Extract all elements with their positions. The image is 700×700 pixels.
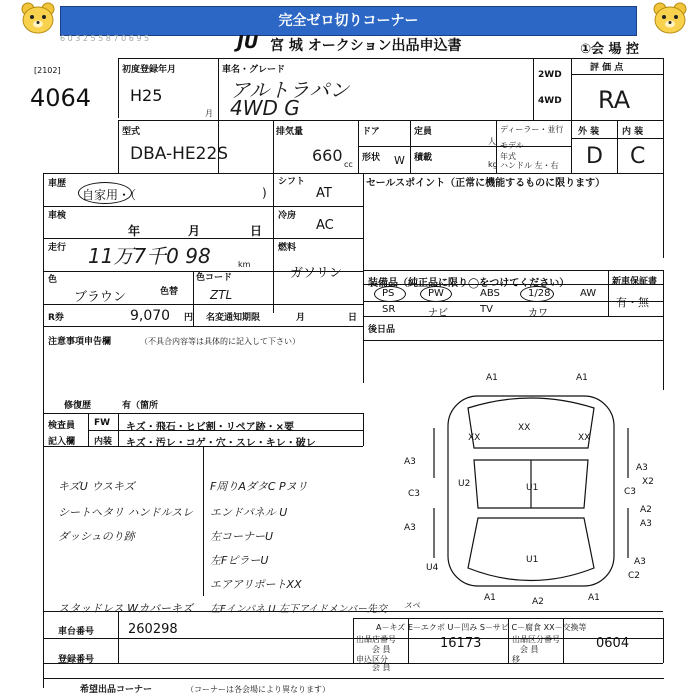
mark-a1-2: A1 (576, 373, 588, 383)
lot-tag: [2102] (34, 66, 61, 75)
faint-header-text: 6 0 3 2 5 5 8 7 0 6 9 5 (60, 34, 150, 43)
receipt-label: 出品区分番号 (512, 635, 560, 644)
banner-title: 完全ゼロ切りコーナー (278, 13, 419, 29)
mark-a2-1: A2 (640, 505, 652, 515)
warranty-label: 新車保証書 (612, 277, 658, 287)
color-code-label: 色コード (196, 273, 233, 283)
mark-u2: U2 (458, 479, 471, 489)
inspector-label: 検査員 (48, 421, 76, 431)
mark-c3-2: C3 (624, 487, 637, 497)
model-code-value: DBA-HE22S (130, 144, 229, 164)
equip-aw: AW (580, 288, 597, 299)
interior-text: キズ・汚レ・コゲ・穴・スレ・キレ・破レ (126, 438, 316, 449)
equip-128: 1/28 (528, 288, 551, 299)
color-code-value: ZTL (210, 288, 233, 302)
fw-text: キズ・飛石・ヒビ割・リペア跡・×要 (126, 422, 294, 433)
reg-era-value: H25 (130, 86, 163, 105)
exterior-score: D (586, 144, 603, 169)
car-grade-value: 4WD G (230, 96, 300, 120)
door-label: ドア (362, 127, 380, 137)
displacement-label: 排気量 (276, 127, 304, 137)
damage-legend: A－キズ E－エクボ U－凹み S－サビ C－腐食 XX－交換等 (376, 623, 587, 632)
128-circle (520, 286, 554, 302)
dealer-label: ディーラー・並行 (500, 125, 564, 134)
note-line-4: スタッドレス Wカバーキズ (58, 602, 193, 615)
note-right-3: 左コーナーU (210, 530, 274, 543)
load-label: 積載 (414, 153, 433, 163)
paid-label: 申込区分 (356, 655, 388, 664)
ps-circle (374, 286, 406, 302)
mark-u1-1: U1 (526, 483, 539, 493)
kg-label: kg (488, 160, 498, 169)
sales-point-label: セールスポイント（正常に機能するものに限ります） (366, 178, 606, 189)
drive-4wd-label: 4WD (538, 96, 562, 106)
color-label: 色 (48, 275, 58, 285)
inspection-month: 月 (188, 224, 201, 238)
notes-sub: （不具合内容等は具体的に記入して下さい） (140, 337, 300, 346)
fuel-value: ガソリン (290, 266, 343, 281)
mark-xx-1: XX (468, 433, 481, 443)
interior-score: C (630, 144, 646, 169)
receipt-sub: 会 員 (520, 645, 539, 654)
warranty-value: 有・無 (616, 296, 649, 309)
repair-history-label: 修復歴 (64, 401, 92, 411)
equip-tv: TV (480, 304, 493, 315)
color-change-label: 色替 (160, 287, 179, 297)
displacement-value: 660 (312, 146, 343, 165)
rear-seat-label: 後日品 (368, 325, 396, 335)
name-grade-label: 車名・グレード (222, 65, 286, 75)
mark-a1-3: A1 (484, 593, 496, 603)
hope-corner-sub: （コーナーは各会場により異なります） (186, 685, 330, 694)
paid-sub: 会 員 (372, 663, 391, 672)
mark-a1-1: A1 (486, 373, 498, 383)
exterior-label: 外 装 (578, 127, 600, 137)
applicant-label: 出品店番号 (356, 635, 396, 644)
recorder-label: 記入欄 (48, 437, 76, 447)
equip-kawa: カワ (528, 308, 548, 319)
chassis-value: 260298 (128, 622, 178, 637)
note-right-5: エアアリポートXX (210, 578, 302, 591)
note-line-3: ダッシュのり跡 (58, 530, 135, 543)
private-use-stamp (78, 182, 132, 204)
inspect-no-value: 16173 (440, 636, 482, 651)
person-unit: 人 (488, 137, 496, 146)
transport-label: 移 (512, 655, 520, 664)
recycle-label: R券 (48, 313, 64, 323)
cc-label: cc (344, 160, 353, 169)
tax-notice-label: 名変通知期限 (206, 313, 261, 323)
repair-history-value: 有（箇所 (122, 401, 159, 411)
car-name-value: アルトラパン (230, 78, 350, 102)
note-right-1: F周りAダタC Pヌリ (210, 480, 308, 493)
mark-c2: C2 (628, 571, 641, 581)
reg-month-value: 月 (205, 109, 213, 118)
note-line-2: シートヘタリ ハンドルスレ (58, 506, 194, 519)
teddy-bear-icon (18, 0, 58, 36)
banner (60, 6, 637, 36)
fuel-label: 燃料 (278, 243, 297, 253)
mark-a1-4: A1 (588, 593, 600, 603)
shape-label: 形状 (362, 153, 381, 163)
note-right-2: エンドパネル U (210, 506, 288, 519)
note-right-7: スペ (404, 601, 420, 610)
handle-label: ハンドル 左・右 (500, 161, 559, 170)
tax-day: 日 (348, 313, 358, 323)
mark-xx-2: XX (518, 423, 531, 433)
fw-label: FW (94, 418, 111, 428)
chassis-label: 車台番号 (58, 627, 95, 637)
note-line-1: キズU ウスキズ (58, 480, 135, 493)
km-label: km (238, 260, 251, 269)
yen-label: 円 (184, 313, 194, 323)
mark-a3-5: A3 (634, 557, 646, 567)
mileage-label: 走行 (48, 243, 67, 253)
lot-number: 4064 (30, 84, 92, 112)
class-no-value: 0604 (596, 636, 630, 651)
tax-month: 月 (296, 313, 306, 323)
equipment-label: 装備品（純正品に限り◯をつけてください） (368, 278, 570, 289)
bottom-divider (44, 678, 664, 679)
equip-navi: ナビ (428, 308, 448, 319)
brand-logo: JU (237, 32, 259, 53)
car-damage-diagram (398, 368, 666, 616)
applicant-sub: 会 員 (372, 645, 391, 654)
interior-text-label: 内装 (94, 437, 113, 447)
mark-a3-4: A3 (640, 519, 652, 529)
reg-no-label: 登録番号 (58, 655, 95, 665)
interior-label: 内 装 (622, 127, 644, 137)
mark-c3-1: C3 (408, 489, 421, 499)
capacity-label: 定員 (414, 127, 433, 137)
cooling-value: AC (316, 218, 334, 233)
note-right-6: 左Fインパネ U 左下アイドメンバー先交 (210, 604, 388, 615)
shift-value: AT (316, 186, 332, 201)
shape-value: W (394, 154, 405, 167)
mark-xx-3: XX (578, 433, 591, 443)
equip-ps: PS (382, 288, 395, 299)
teddy-bear-icon (650, 0, 690, 36)
history-value: 自家用・（ (82, 188, 137, 202)
shift-label: シフト (278, 177, 306, 187)
grade-label: 評 価 点 (590, 63, 624, 73)
mark-a3-2: A3 (636, 463, 648, 473)
inspection-label: 車検 (48, 211, 67, 221)
venue-label: ①会 場 控 (580, 42, 640, 57)
equip-sr: SR (382, 304, 396, 315)
mark-x2: X2 (642, 477, 654, 487)
hope-corner-label: 希望出品コーナー (80, 685, 153, 695)
pw-circle (420, 286, 452, 302)
mark-u4: U4 (426, 563, 439, 573)
equip-abs: ABS (480, 288, 500, 299)
mark-a3-3: A3 (404, 523, 416, 533)
model-label: 型式 (122, 127, 141, 137)
drive-2wd-label: 2WD (538, 70, 562, 80)
recycle-value: 9,070 (130, 308, 171, 324)
equip-pw: PW (428, 288, 444, 299)
history-label: 車歴 (48, 179, 67, 189)
mileage-value: 11万7千0 98 (88, 244, 211, 268)
cooling-label: 冷房 (278, 211, 297, 221)
form-title: 宮 城 オークション出品申込書 (270, 38, 462, 54)
note-right-4: 左FピラーU (210, 554, 269, 567)
mark-a2-2: A2 (532, 597, 544, 607)
first-reg-label: 初度登録年月 (122, 65, 177, 75)
score-value: RA (598, 86, 631, 114)
model-year-label: モデル 年式 (500, 141, 524, 161)
inspection-year: 年 (128, 224, 141, 238)
mark-a3-1: A3 (404, 457, 416, 467)
mark-u1-2: U1 (526, 555, 539, 565)
inspection-day: 日 (250, 224, 263, 238)
notes-title: 注意事項申告欄 (48, 337, 112, 347)
history-close: ) (262, 186, 267, 200)
color-value: ブラウン (74, 290, 127, 305)
